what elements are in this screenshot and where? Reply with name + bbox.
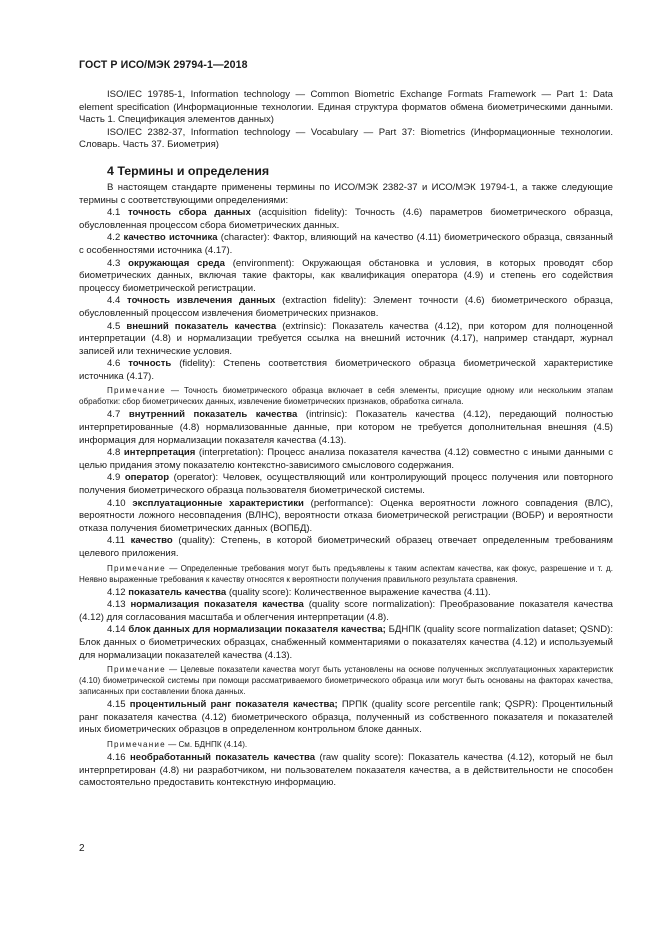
term-entry: [79, 535, 613, 560]
note-text: — См. БДНПК (4.14).: [165, 739, 248, 749]
note: [79, 664, 613, 697]
note-text: — Точность биометрического образца включает в себя элементы, присущие одному или нескольким этапам обработки: сбор биометрических данных, извлечение биометрических признаков, обработка сигнала.: [79, 386, 613, 407]
note-label: Примечание: [107, 665, 166, 675]
page-header: ГОСТ Р ИСО/МЭК 29794-1—2018: [79, 59, 248, 71]
term-entry: [79, 752, 613, 790]
term-number: 4.4: [107, 295, 121, 307]
term-name: эксплуатационные характеристики: [132, 497, 304, 509]
term-name: качество: [130, 535, 173, 547]
term-definition: БДНПК (quality score normalization dataset; QSND): Блок данных о биометрических образцах, снабженный комментариями о показателях качества (4.12) и используемый для нормализации показателей качества (4.13).: [79, 624, 614, 661]
term-number: 4.12: [107, 586, 126, 598]
document-body: [79, 89, 613, 790]
section-intro: В настоящем стандарте применены термины по ИСО/МЭК 2382-37 и ИСО/МЭК 19794-1, а также следующие термины с соответствующими определениями:: [79, 181, 613, 206]
term-entry: [79, 232, 613, 257]
term-name: интерпретация: [123, 447, 196, 459]
term-entry: [79, 472, 613, 497]
term-number: 4.8: [107, 447, 121, 459]
term-number: 4.5: [107, 320, 121, 332]
term-name: внутренний показатель качества: [128, 409, 298, 421]
page-number: 2: [79, 843, 85, 854]
term-name: внешний показатель качества: [126, 320, 277, 332]
term-definition: (performance): Оценка вероятности ложного совпадения (ВЛС), вероятности ложного несовпадения (ВЛНС), вероятности отказа биометрической регистрации (ВОБР) и вероятности отказа получения биометрических данных (ВОПБД).: [79, 497, 614, 534]
note: [79, 739, 613, 750]
term-number: 4.9: [107, 472, 121, 484]
term-number: 4.2: [107, 232, 121, 244]
term-number: 4.13: [107, 599, 126, 611]
term-number: 4.16: [107, 751, 126, 763]
term-name: точность сбора данных: [127, 207, 251, 219]
term-entry: [79, 447, 613, 472]
term-number: 4.1: [107, 207, 121, 219]
term-entry: [79, 321, 613, 359]
note-text: — Определенные требования могут быть предъявлены к таким аспектам качества, как фокус, разрешение и т. д. Неявно выраженные требования к качеству относятся к вероятности получения правильного результата сравнения.: [79, 563, 613, 584]
note-label: Примечание: [107, 386, 166, 396]
term-number: 4.11: [107, 535, 125, 547]
section-title: 4 Термины и определения: [107, 163, 270, 178]
note: [79, 385, 613, 407]
term-definition: (interpretation): Процесс анализа показателя качества (4.12) совместно с иными данными с целью придания этому показателю контекстно-зависимого смыслового содержания.: [79, 447, 613, 471]
term-definition: ПРПК (quality score percentile rank; QSPR): Процентильный ранг показателя качества (4.12) биометрического образца, полученный из собственного показателя и показателей иных биометрических образцов в определенном контрольном блоке данных.: [79, 699, 613, 736]
term-definition: (intrinsic): Показатель качества (4.12), передающий полностью интерпретированные (4.8) нормализованные данные, при котором не требуется дополнительная внешняя (4.5) информация для нормализации показателя качества (4.13).: [79, 409, 614, 446]
term-entry: [79, 624, 613, 662]
note: [79, 563, 613, 585]
reference-item: ISO/IEC 19785-1, Information technology — Common Biometric Exchange Formats Framework — Part 1: Data element specification (Информационные технологии. Единая структура форматов обмена биометрическими данными. Часть 1. Спецификация элементов данных): [79, 89, 613, 126]
term-number: 4.15: [107, 699, 126, 711]
term-name: нормализация показателя качества: [130, 599, 304, 611]
term-name: необработанный показатель качества: [130, 751, 316, 763]
term-name: точность извлечения данных: [127, 295, 276, 307]
term-entry: [79, 699, 613, 737]
term-number: 4.14: [107, 624, 126, 636]
term-entry: [79, 587, 613, 600]
term-definition: (extrinsic): Показатель качества (4.12), при котором для полноценной интерпретации (4.8) и нормализации требуется ссылка на внешний источник (4.17), например стандарт, журнал записей или технические условия.: [79, 320, 613, 357]
term-definition: (acquisition fidelity): Точность (4.6) параметров биометрического образца, обусловленная процессом сбора биометрических данных.: [79, 207, 613, 231]
note-text: — Целевые показатели качества могут быть установлены на основе полученных эксплуатационных характеристик (4.10) биометрической системы при помощи рассматриваемого биометрического образца или могут быть основаны на факторах качества, записанных при составлении блока данных.: [79, 665, 613, 697]
term-entry: [79, 498, 613, 536]
term-number: 4.7: [107, 409, 121, 421]
term-definition: (raw quality score): Показатель качества (4.12), который не был интерпретирован (4.8) ни разработчиком, ни пользователем показателя качества, а в действительности не способен самостоятельно предоставить контекстную информацию.: [79, 751, 613, 789]
term-entry: [79, 358, 613, 383]
term-definition: (environment): Окружающая обстановка и условия, в которых проводят сбор биометрических данных, включая такие факторы, как квалификация оператора (4.9) и степень его содействия процессу биометрической регистрации.: [79, 257, 613, 294]
term-name: показатель качества: [128, 586, 227, 598]
term-number: 4.3: [107, 257, 121, 269]
term-definition: (quality score normalization): Преобразование показателя качества (4.12) для согласования масштаба и облегчения интерпретации (4.8).: [79, 599, 613, 623]
term-number: 4.6: [107, 358, 121, 370]
term-definition: (fidelity): Степень соответствия биометрического образца биометрической характеристике источника (4.17).: [79, 358, 613, 382]
term-definition: (quality score): Количественное выражение качества (4.11).: [226, 586, 491, 598]
term-definition: (operator): Человек, осуществляющий или контролирующий процесс получения или повторного получения биометрического образца пользователя биометрической системы.: [79, 472, 614, 497]
term-entry: [79, 258, 613, 296]
term-definition: (character): Фактор, влияющий на качество (4.11) биометрического образца, связанный с особенностями источника (4.17).: [79, 232, 613, 256]
term-entry: [79, 207, 613, 232]
term-entry: [79, 295, 613, 320]
term-name: процентильный ранг показателя качества;: [129, 699, 338, 711]
term-name: качество источника: [123, 232, 218, 244]
term-definition: (extraction fidelity): Элемент точности (4.6) биометрического образца, обусловленный процессом извлечения биометрических признаков.: [79, 295, 613, 319]
term-name: окружающая среда: [128, 257, 225, 269]
term-name: оператор: [124, 472, 170, 484]
term-entry: [79, 409, 613, 447]
term-name: блок данных для нормализации показателя качества;: [128, 624, 386, 636]
term-definition: (quality): Степень, в которой биометрический образец отвечает определенным требованиям целевого приложения.: [79, 535, 613, 559]
note-label: Примечание: [107, 739, 166, 749]
note-label: Примечание: [107, 563, 166, 573]
term-entry: [79, 599, 613, 624]
term-name: точность: [128, 358, 172, 370]
reference-item: ISO/IEC 2382-37, Information technology — Vocabulary — Part 37: Biometrics (Информационные технологии. Словарь. Часть 37. Биометрия): [79, 126, 613, 151]
term-number: 4.10: [107, 497, 126, 509]
